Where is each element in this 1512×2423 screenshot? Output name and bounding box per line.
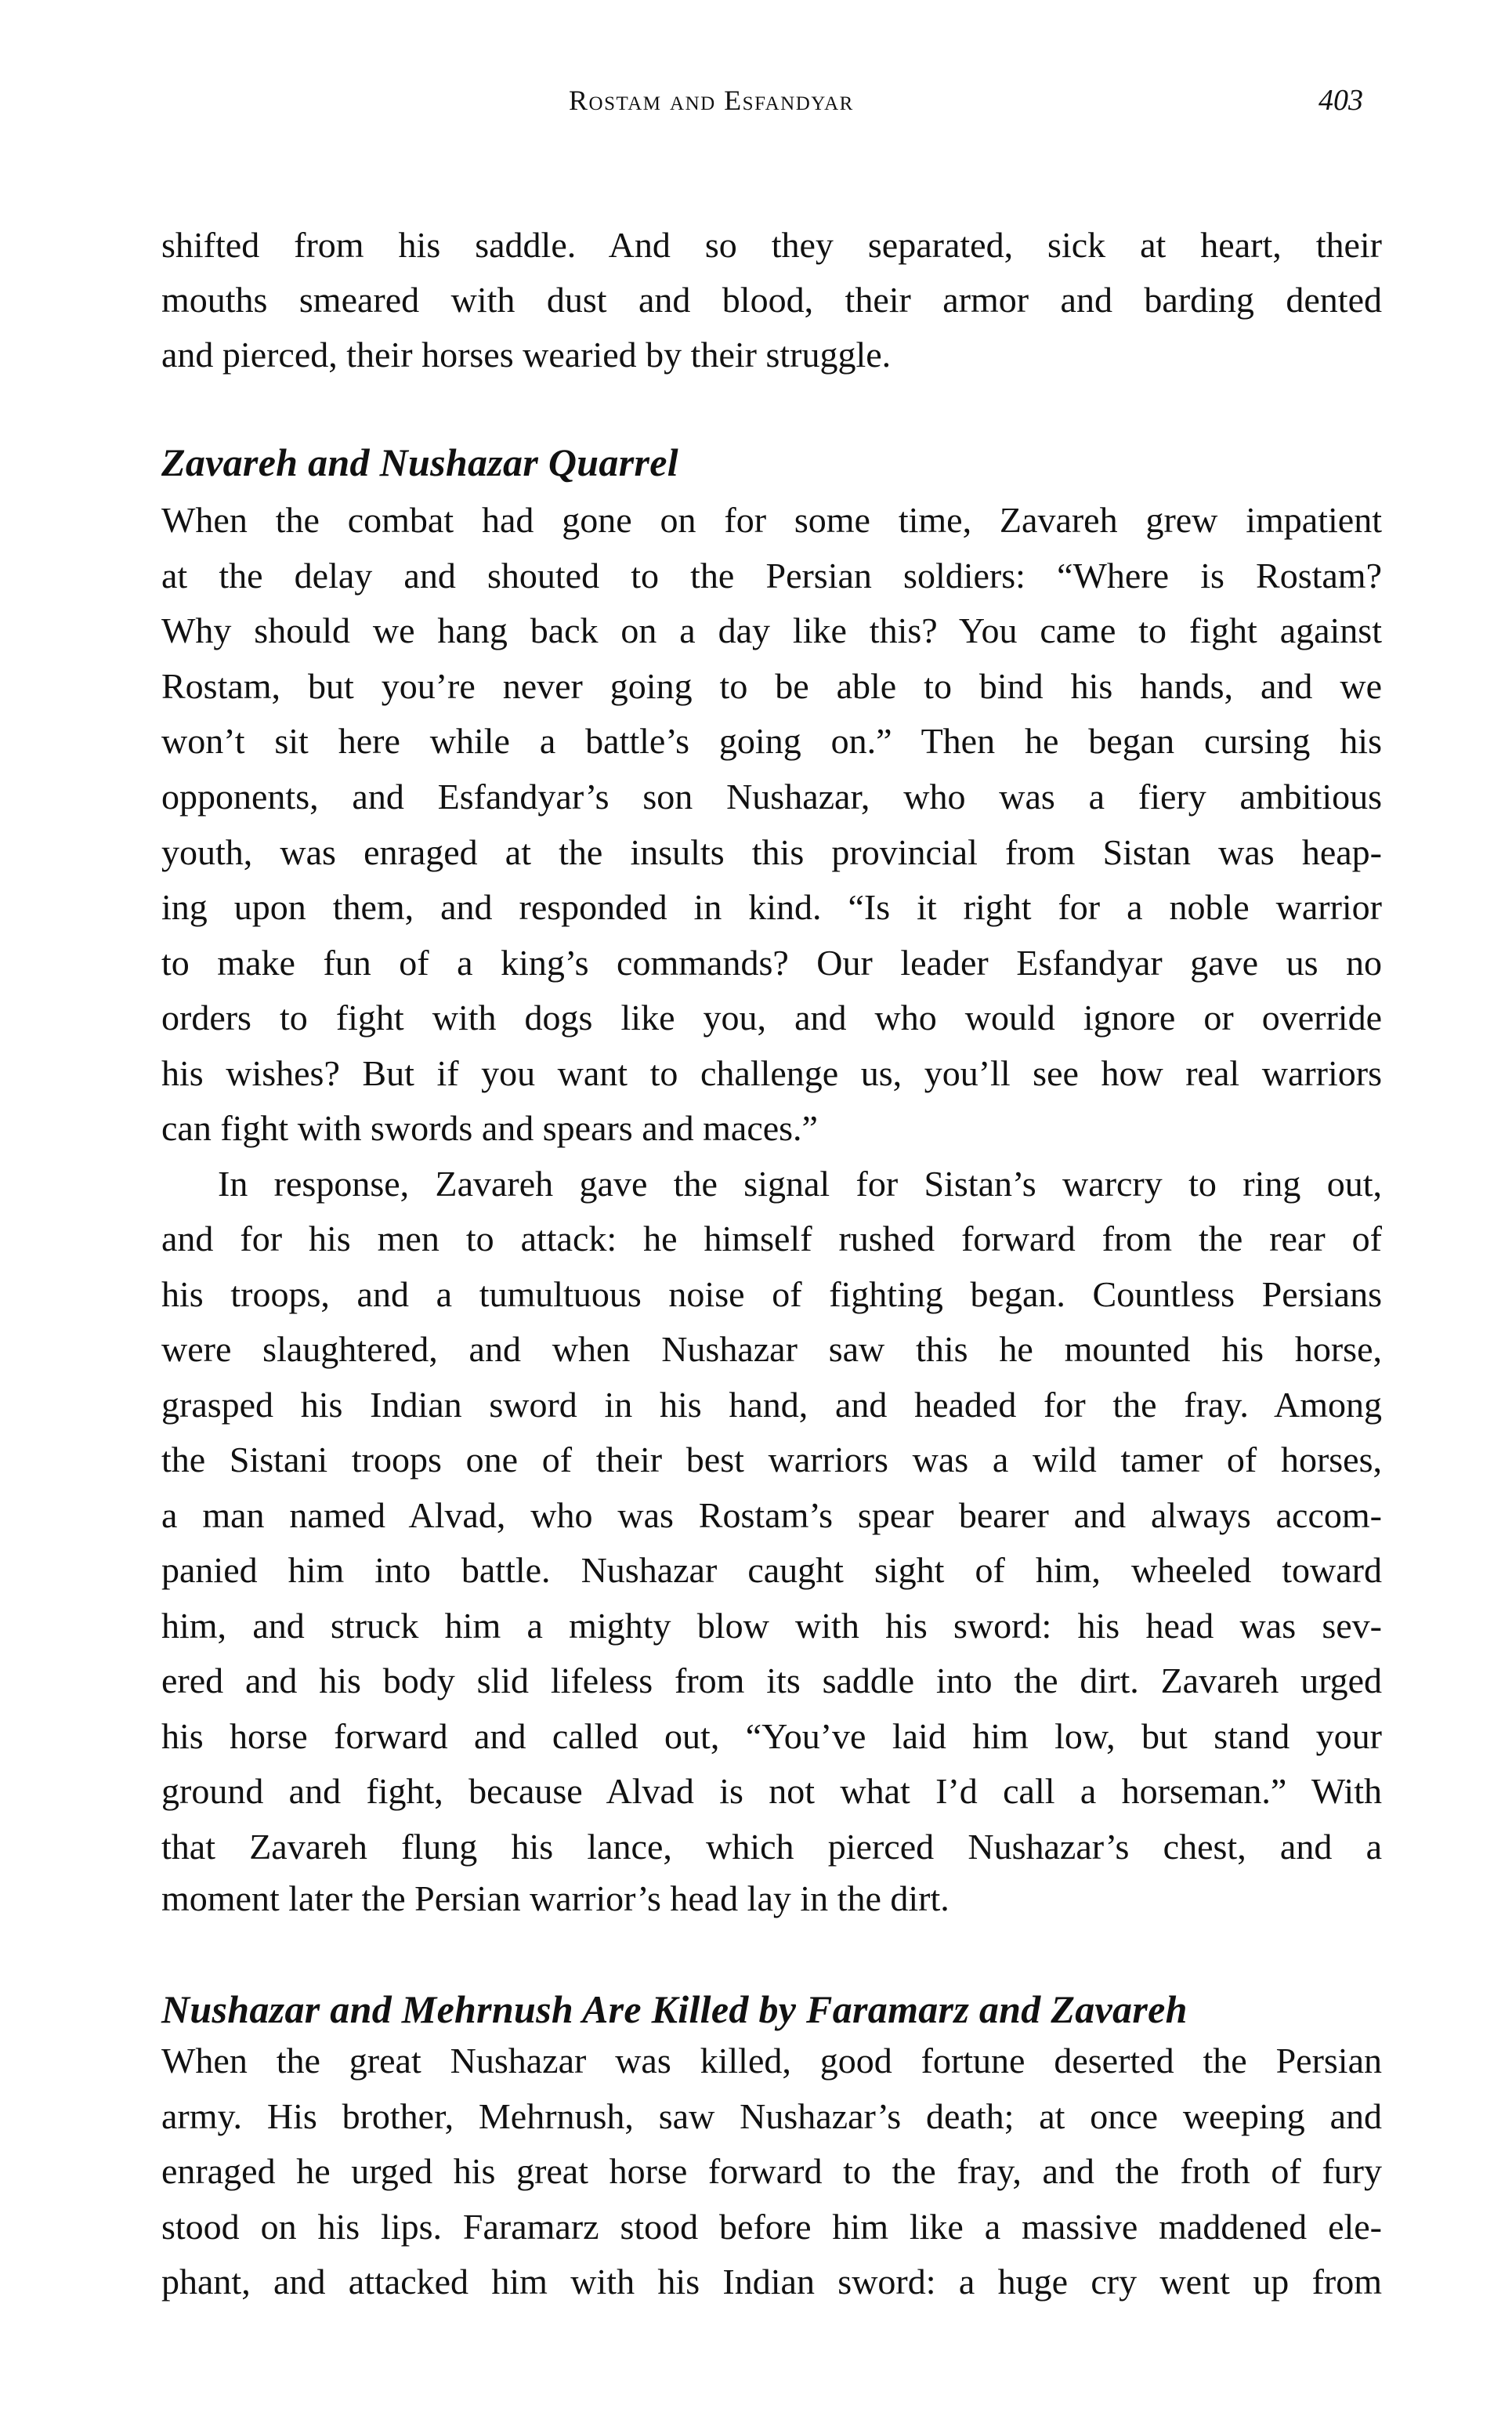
text-line: army. His brother, Mehrnush, saw Nushazar’s death; at once weeping and: [161, 2096, 1382, 2136]
text-line: won’t sit here while a battle’s going on.” Then he began cursing his: [161, 721, 1382, 761]
text-line: ered and his body slid lifeless from its saddle into the dirt. Zavareh urged: [161, 1661, 1382, 1700]
text-line: opponents, and Esfandyar’s son Nushazar, who was a fiery ambitious: [161, 777, 1382, 817]
running-head: [0, 81, 1512, 119]
text-line: Rostam, but you’re never going to be able to bind his hands, and we: [161, 666, 1382, 706]
text-line: and pierced, their horses wearied by their struggle.: [161, 335, 892, 375]
running-title: Rostam and Esfandyar: [569, 85, 854, 116]
text-line: can fight with swords and spears and maces.”: [161, 1108, 818, 1148]
text-line: his wishes? But if you want to challenge us, you’ll see how real warriors: [161, 1053, 1382, 1093]
text-line: panied him into battle. Nushazar caught sight of him, wheeled toward: [161, 1550, 1382, 1590]
text-line: mouths smeared with dust and blood, their armor and barding dented: [161, 280, 1382, 320]
section-heading-nushazar-mehrnush-killed: Nushazar and Mehrnush Are Killed by Faramarz and Zavareh: [161, 1987, 1188, 2031]
text-line: his horse forward and called out, “You’ve laid him low, but stand your: [161, 1716, 1382, 1756]
text-line: and for his men to attack: he himself rushed forward from the rear of: [161, 1219, 1382, 1259]
text-line: ing upon them, and responded in kind. “Is it right for a noble warrior: [161, 887, 1382, 927]
text-line: shifted from his saddle. And so they separated, sick at heart, their: [161, 225, 1382, 265]
text-line: that Zavareh flung his lance, which pierced Nushazar’s chest, and a: [161, 1827, 1382, 1867]
text-line: his troops, and a tumultuous noise of fighting began. Countless Persians: [161, 1274, 1382, 1314]
text-line: grasped his Indian sword in his hand, and headed for the fray. Among: [161, 1385, 1382, 1425]
text-line: youth, was enraged at the insults this provincial from Sistan was heap-: [161, 832, 1382, 872]
text-line: orders to fight with dogs like you, and who would ignore or override: [161, 998, 1382, 1038]
text-line: a man named Alvad, who was Rostam’s spear bearer and always accom-: [161, 1495, 1382, 1535]
text-line: Why should we hang back on a day like this? You came to fight against: [161, 610, 1382, 650]
page-number: 403: [1318, 84, 1363, 117]
text-line: When the great Nushazar was killed, good fortune deserted the Persian: [161, 2041, 1382, 2081]
section-heading-zavareh-nushazar-quarrel: Zavareh and Nushazar Quarrel: [161, 440, 678, 484]
text-line: ground and fight, because Alvad is not what I’d call a horseman.” With: [161, 1771, 1382, 1811]
text-line: In response, Zavareh gave the signal for Sistan’s warcry to ring out,: [218, 1164, 1382, 1204]
text-line: were slaughtered, and when Nushazar saw this he mounted his horse,: [161, 1329, 1382, 1369]
text-line: When the combat had gone on for some time, Zavareh grew impatient: [161, 500, 1382, 540]
text-line: moment later the Persian warrior’s head lay in the dirt.: [161, 1878, 950, 1918]
text-line: the Sistani troops one of their best warriors was a wild tamer of horses,: [161, 1440, 1382, 1480]
text-line: at the delay and shouted to the Persian soldiers: “Where is Rostam?: [161, 556, 1382, 596]
text-line: enraged he urged his great horse forward to the fray, and the froth of fury: [161, 2151, 1382, 2191]
text-line: phant, and attacked him with his Indian sword: a huge cry went up from: [161, 2262, 1382, 2302]
text-line: stood on his lips. Faramarz stood before him like a massive maddened ele-: [161, 2207, 1382, 2247]
text-line: him, and struck him a mighty blow with his sword: his head was sev-: [161, 1606, 1382, 1646]
text-line: to make fun of a king’s commands? Our leader Esfandyar gave us no: [161, 943, 1382, 983]
